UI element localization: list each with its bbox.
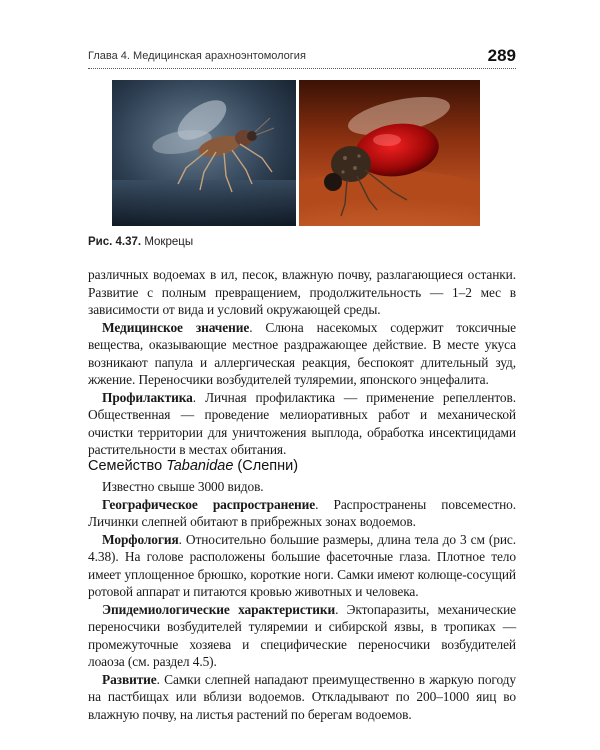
midge-photo-left (112, 80, 296, 226)
paragraph-prevention (88, 389, 516, 459)
midges-text-block (88, 266, 516, 459)
paragraph-epidemiology (88, 601, 516, 671)
heading-suffix: (Слепни) (233, 458, 299, 474)
paragraph-known-species: Известно свыше 3000 видов. (102, 479, 264, 494)
text-prevention: . Личная профилактика — применение репеллентов. Общественная — проведение мелиоративных работ и механической очистки территории для уничтожения выплода, обработка инсектицидами растительности в местах обитания. (88, 389, 516, 457)
term-geography: Географическое распространение (102, 496, 316, 512)
text-medical: . Слюна насекомых содержит токсичные вещества, оказывающие местное раздражающее действие. В месте укуса возникают папула и аллергическая реакция, беспокоят длительный зуд, жжение. Переносчики возбудителей туляремии, японского энцефалита. (88, 319, 516, 387)
paragraph-medical-significance (88, 319, 516, 389)
term-morphology: Морфология (102, 531, 179, 547)
text-epidemiology: . Эктопаразиты, механические переносчики возбудителей туляремии и сибирской язвы, в тропиках — промежуточные хозяева и специфические переносчики возбудителей лоаоза (см. раздел 4.5). (88, 601, 516, 669)
text-geography: . Распространены повсеместно. Личинки слепней обитают в прибрежных зонах водоемов. (88, 496, 516, 529)
heading-prefix: Семейство (88, 458, 167, 474)
heading-latin-name: Tabanidae (166, 458, 234, 474)
running-header (88, 48, 516, 69)
paragraph-morphology (88, 531, 516, 601)
page-number: 289 (487, 46, 516, 65)
paragraph-geography (88, 496, 516, 531)
section-heading-tabanidae (88, 458, 516, 474)
paragraph-development (88, 671, 516, 724)
chapter-title: Глава 4. Медицинская арахноэнтомология (88, 50, 306, 62)
text-development: . Самки слепней нападают преимущественно в жаркую погоду на пастбищах или вблизи водоемов. Откладывают по 200–1000 яиц во влажную почву, на листья растений по берегам водоемов. (88, 671, 516, 722)
figure-caption (88, 236, 516, 248)
figure-caption-text: Мокрецы (144, 236, 194, 248)
text-morphology: . Относительно большие размеры, длина тела до 3 см (рис. 4.38). На голове расположены большие фасеточные глаза. Плотное тело имеет уплощенное брюшко, короткие ноги. Самки имеют колюще-сосущий ротовой аппарат и питаются кровью животных и человека. (88, 531, 516, 599)
paragraph-continuation: различных водоемах в ил, песок, влажную почву, разлагающиеся останки. Развитие с полным превращением, продолжительность — 1–2 мес в зависимости от вида и условий окружающей среды. (88, 267, 516, 317)
term-medical: Медицинское значение (102, 319, 250, 335)
tabanidae-text-block (88, 478, 516, 723)
term-development: Развитие (102, 671, 157, 687)
figure-label: Рис. 4.37. (88, 236, 142, 248)
midge-photo-right (299, 80, 480, 226)
term-prevention: Профилактика (102, 389, 193, 405)
term-epidemiology: Эпидемиологические характеристики (102, 601, 336, 617)
